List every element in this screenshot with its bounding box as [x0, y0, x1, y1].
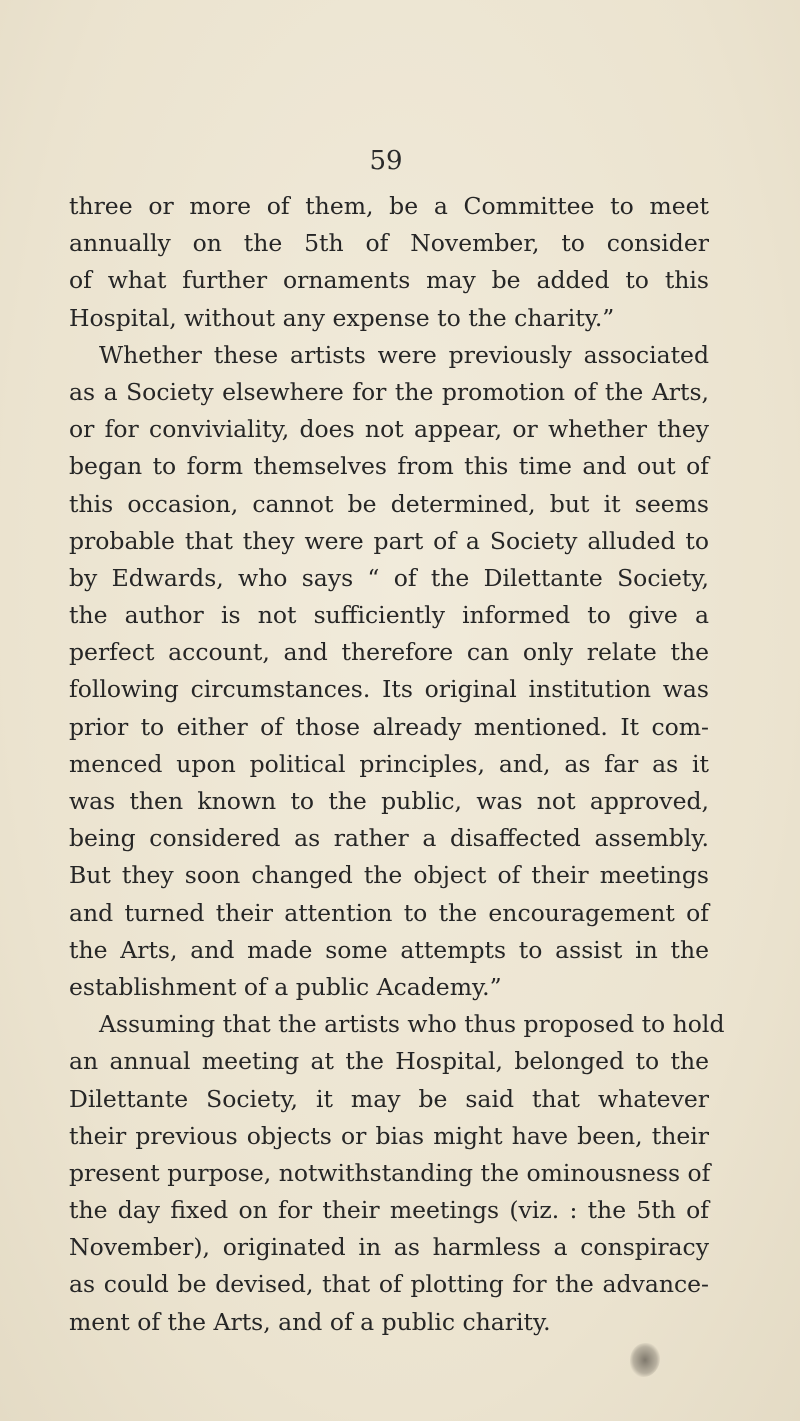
text-line: Hospital, without any expense to the charity.” — [69, 303, 615, 332]
text-line: by Edwards, who says “ of the Dilettante Society, — [69, 563, 709, 592]
text-line: as a Society elsewhere for the promotion of the Arts, — [69, 377, 709, 406]
text-line: Dilettante Society, it may be said that whatever — [69, 1084, 709, 1113]
text-line: as could be devised, that of plotting for the advance- — [69, 1270, 709, 1299]
text-line: November), originated in as harmless a conspiracy — [69, 1233, 709, 1262]
text-line: this occasion, cannot be determined, but it seems — [69, 489, 709, 518]
text-line: ment of the Arts, and of a public charity. — [69, 1307, 551, 1336]
text-line: an annual meeting at the Hospital, belonged to the — [69, 1047, 709, 1076]
text-line: But they soon changed the object of their meetings — [69, 861, 709, 890]
page-number: 59 — [369, 146, 403, 176]
text-line: the author is not sufficiently informed to give a — [69, 601, 709, 630]
text-line: three or more of them, be a Committee to meet — [69, 192, 709, 220]
text-line: menced upon political principles, and, as far as it — [69, 749, 709, 778]
text-line: their previous objects or bias might have been, their — [69, 1121, 709, 1150]
text-line: perfect account, and therefore can only relate the — [69, 638, 709, 667]
ink-smudge — [630, 1343, 660, 1377]
text-line: being considered as rather a disaffected assembly. — [69, 824, 709, 853]
text-line: or for conviviality, does not appear, or whether they — [69, 415, 709, 444]
text-line: probable that they were part of a Society alluded to — [69, 526, 709, 555]
paragraph-start-line: Assuming that the artists who thus proposed to hold — [99, 1010, 725, 1039]
text-line: the day fixed on for their meetings (viz. : the 5th of — [69, 1196, 709, 1225]
paragraph-start-line: Whether these artists were previously associated — [99, 340, 709, 369]
text-line: prior to either of those already mentioned. It com- — [69, 712, 709, 741]
text-line: of what further ornaments may be added to this — [69, 266, 709, 295]
text-line: the Arts, and made some attempts to assist in the — [69, 935, 709, 964]
text-line: began to form themselves from this time and out of — [69, 452, 709, 481]
text-line: present purpose, notwithstanding the ominousness of — [69, 1158, 711, 1187]
text-line: was then known to the public, was not approved, — [69, 787, 709, 815]
text-line: following circumstances. Its original institution was — [69, 675, 709, 704]
text-line: annually on the 5th of November, to consider — [69, 229, 709, 258]
text-line: establishment of a public Academy.” — [69, 972, 502, 1001]
text-line: and turned their attention to the encouragement of — [69, 898, 709, 927]
body-text — [69, 188, 725, 1341]
